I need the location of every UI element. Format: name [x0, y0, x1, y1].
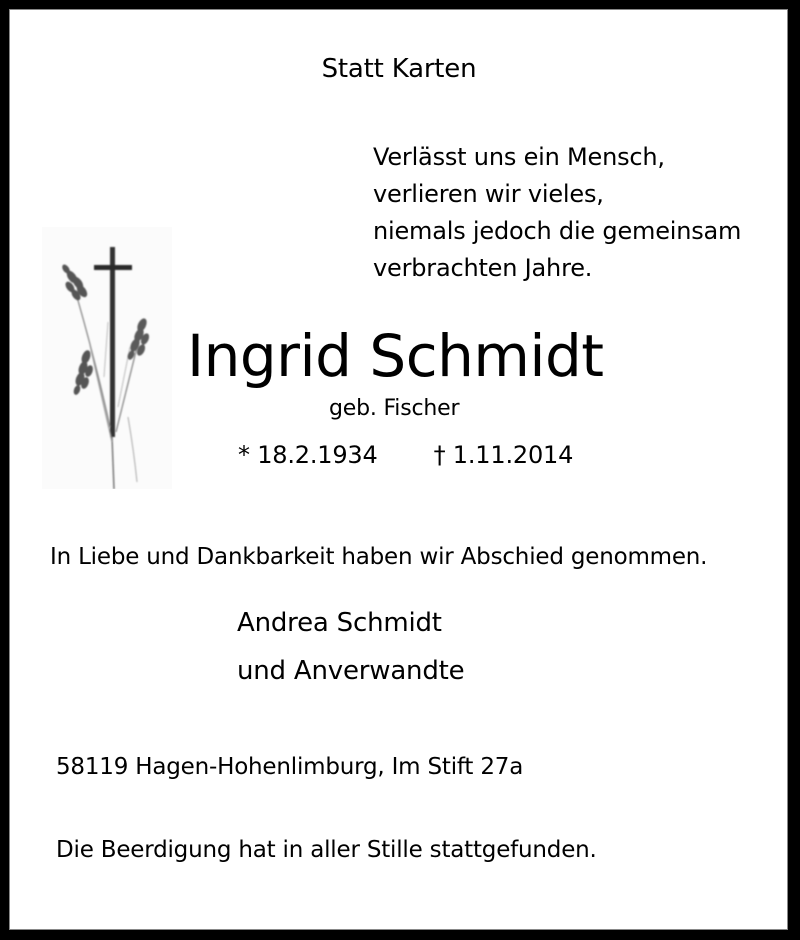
- memorial-poem: [373, 139, 741, 287]
- cross-with-wheat-icon: [42, 227, 172, 489]
- signer-name: Andrea Schmidt: [237, 608, 442, 638]
- poem-line: niemals jedoch die gemeinsam: [373, 217, 742, 245]
- birth-date: * 18.2.1934: [238, 441, 378, 469]
- deceased-name: Ingrid Schmidt: [187, 322, 604, 390]
- death-date: † 1.11.2014: [433, 441, 574, 469]
- header-statt-karten: Statt Karten: [321, 54, 477, 84]
- maiden-name: geb. Fischer: [329, 396, 460, 421]
- poem-line: Verlässt uns ein Mensch,: [373, 143, 665, 171]
- farewell-message: In Liebe und Dankbarkeit haben wir Abschied genommen.: [50, 544, 708, 570]
- signers: [237, 599, 464, 695]
- poem-line: verbrachten Jahre.: [373, 254, 593, 282]
- funeral-note: Die Beerdigung hat in aller Stille stattgefunden.: [56, 837, 597, 863]
- address: 58119 Hagen-Hohenlimburg, Im Stift 27a: [56, 754, 524, 780]
- life-dates: [238, 443, 573, 467]
- poem-line: verlieren wir vieles,: [373, 180, 604, 208]
- obituary-notice: [9, 9, 788, 930]
- signer-relatives: und Anverwandte: [237, 656, 465, 686]
